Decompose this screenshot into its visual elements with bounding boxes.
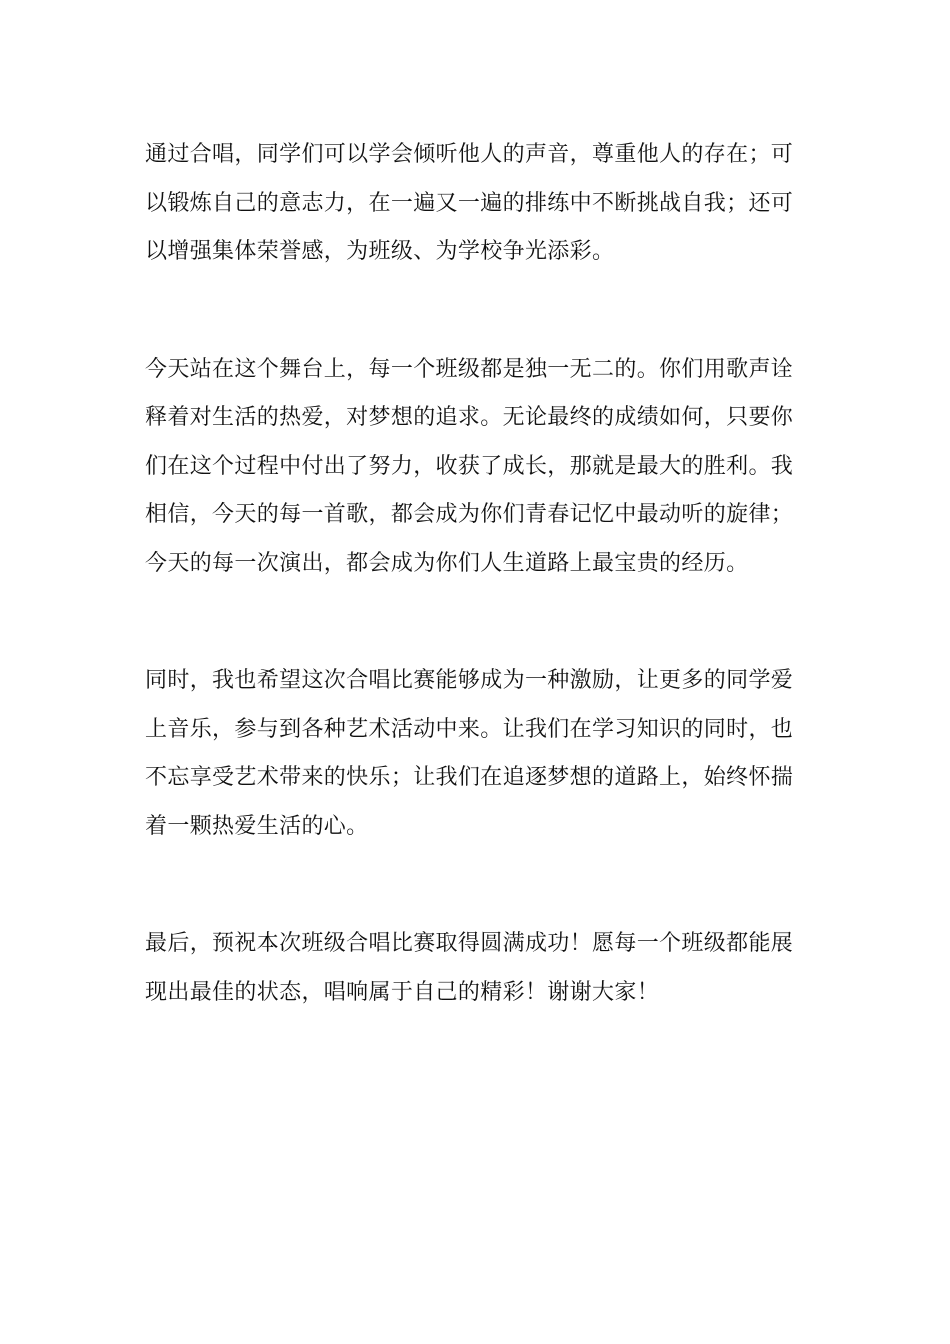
text-line: 相信，今天的每一首歌，都会成为你们青春记忆中最动听的旋律； [145, 502, 794, 527]
text-line: 以增强集体荣誉感，为班级、为学校争光添彩。 [145, 239, 615, 264]
paragraph-4 [145, 920, 810, 1017]
document-body [145, 131, 810, 1086]
text-line: 现出最佳的状态，唱响属于自己的精彩！谢谢大家！ [145, 979, 660, 1005]
text-line: 今天站在这个舞台上，每一个班级都是独一无二的。你们用歌声诠 [145, 356, 794, 382]
text-line: 们在这个过程中付出了努力，收获了成长，那就是最大的胜利。我 [145, 453, 794, 479]
paragraph-3 [145, 657, 810, 851]
text-line: 今天的每一次演出，都会成为你们人生道路上最宝贵的经历。 [145, 550, 749, 576]
text-line: 同时，我也希望这次合唱比赛能够成为一种激励，让更多的同学爱 [145, 668, 794, 693]
text-line: 以锻炼自己的意志力，在一遍又一遍的排练中不断挑战自我；还可 [145, 190, 794, 216]
text-line: 不忘享受艺术带来的快乐；让我们在追逐梦想的道路上，始终怀揣 [145, 765, 794, 790]
text-line: 最后，预祝本次班级合唱比赛取得圆满成功！愿每一个班级都能展 [145, 931, 794, 956]
text-line: 通过合唱，同学们可以学会倾听他人的声音，尊重他人的存在；可 [145, 142, 794, 167]
paragraph-1 [145, 131, 810, 277]
text-line: 释着对生活的热爱，对梦想的追求。无论最终的成绩如何，只要你 [145, 405, 794, 430]
text-line: 上音乐，参与到各种艺术活动中来。让我们在学习知识的同时，也 [145, 716, 794, 742]
text-line: 着一颗热爱生活的心。 [145, 813, 369, 839]
paragraph-2 [145, 346, 810, 589]
